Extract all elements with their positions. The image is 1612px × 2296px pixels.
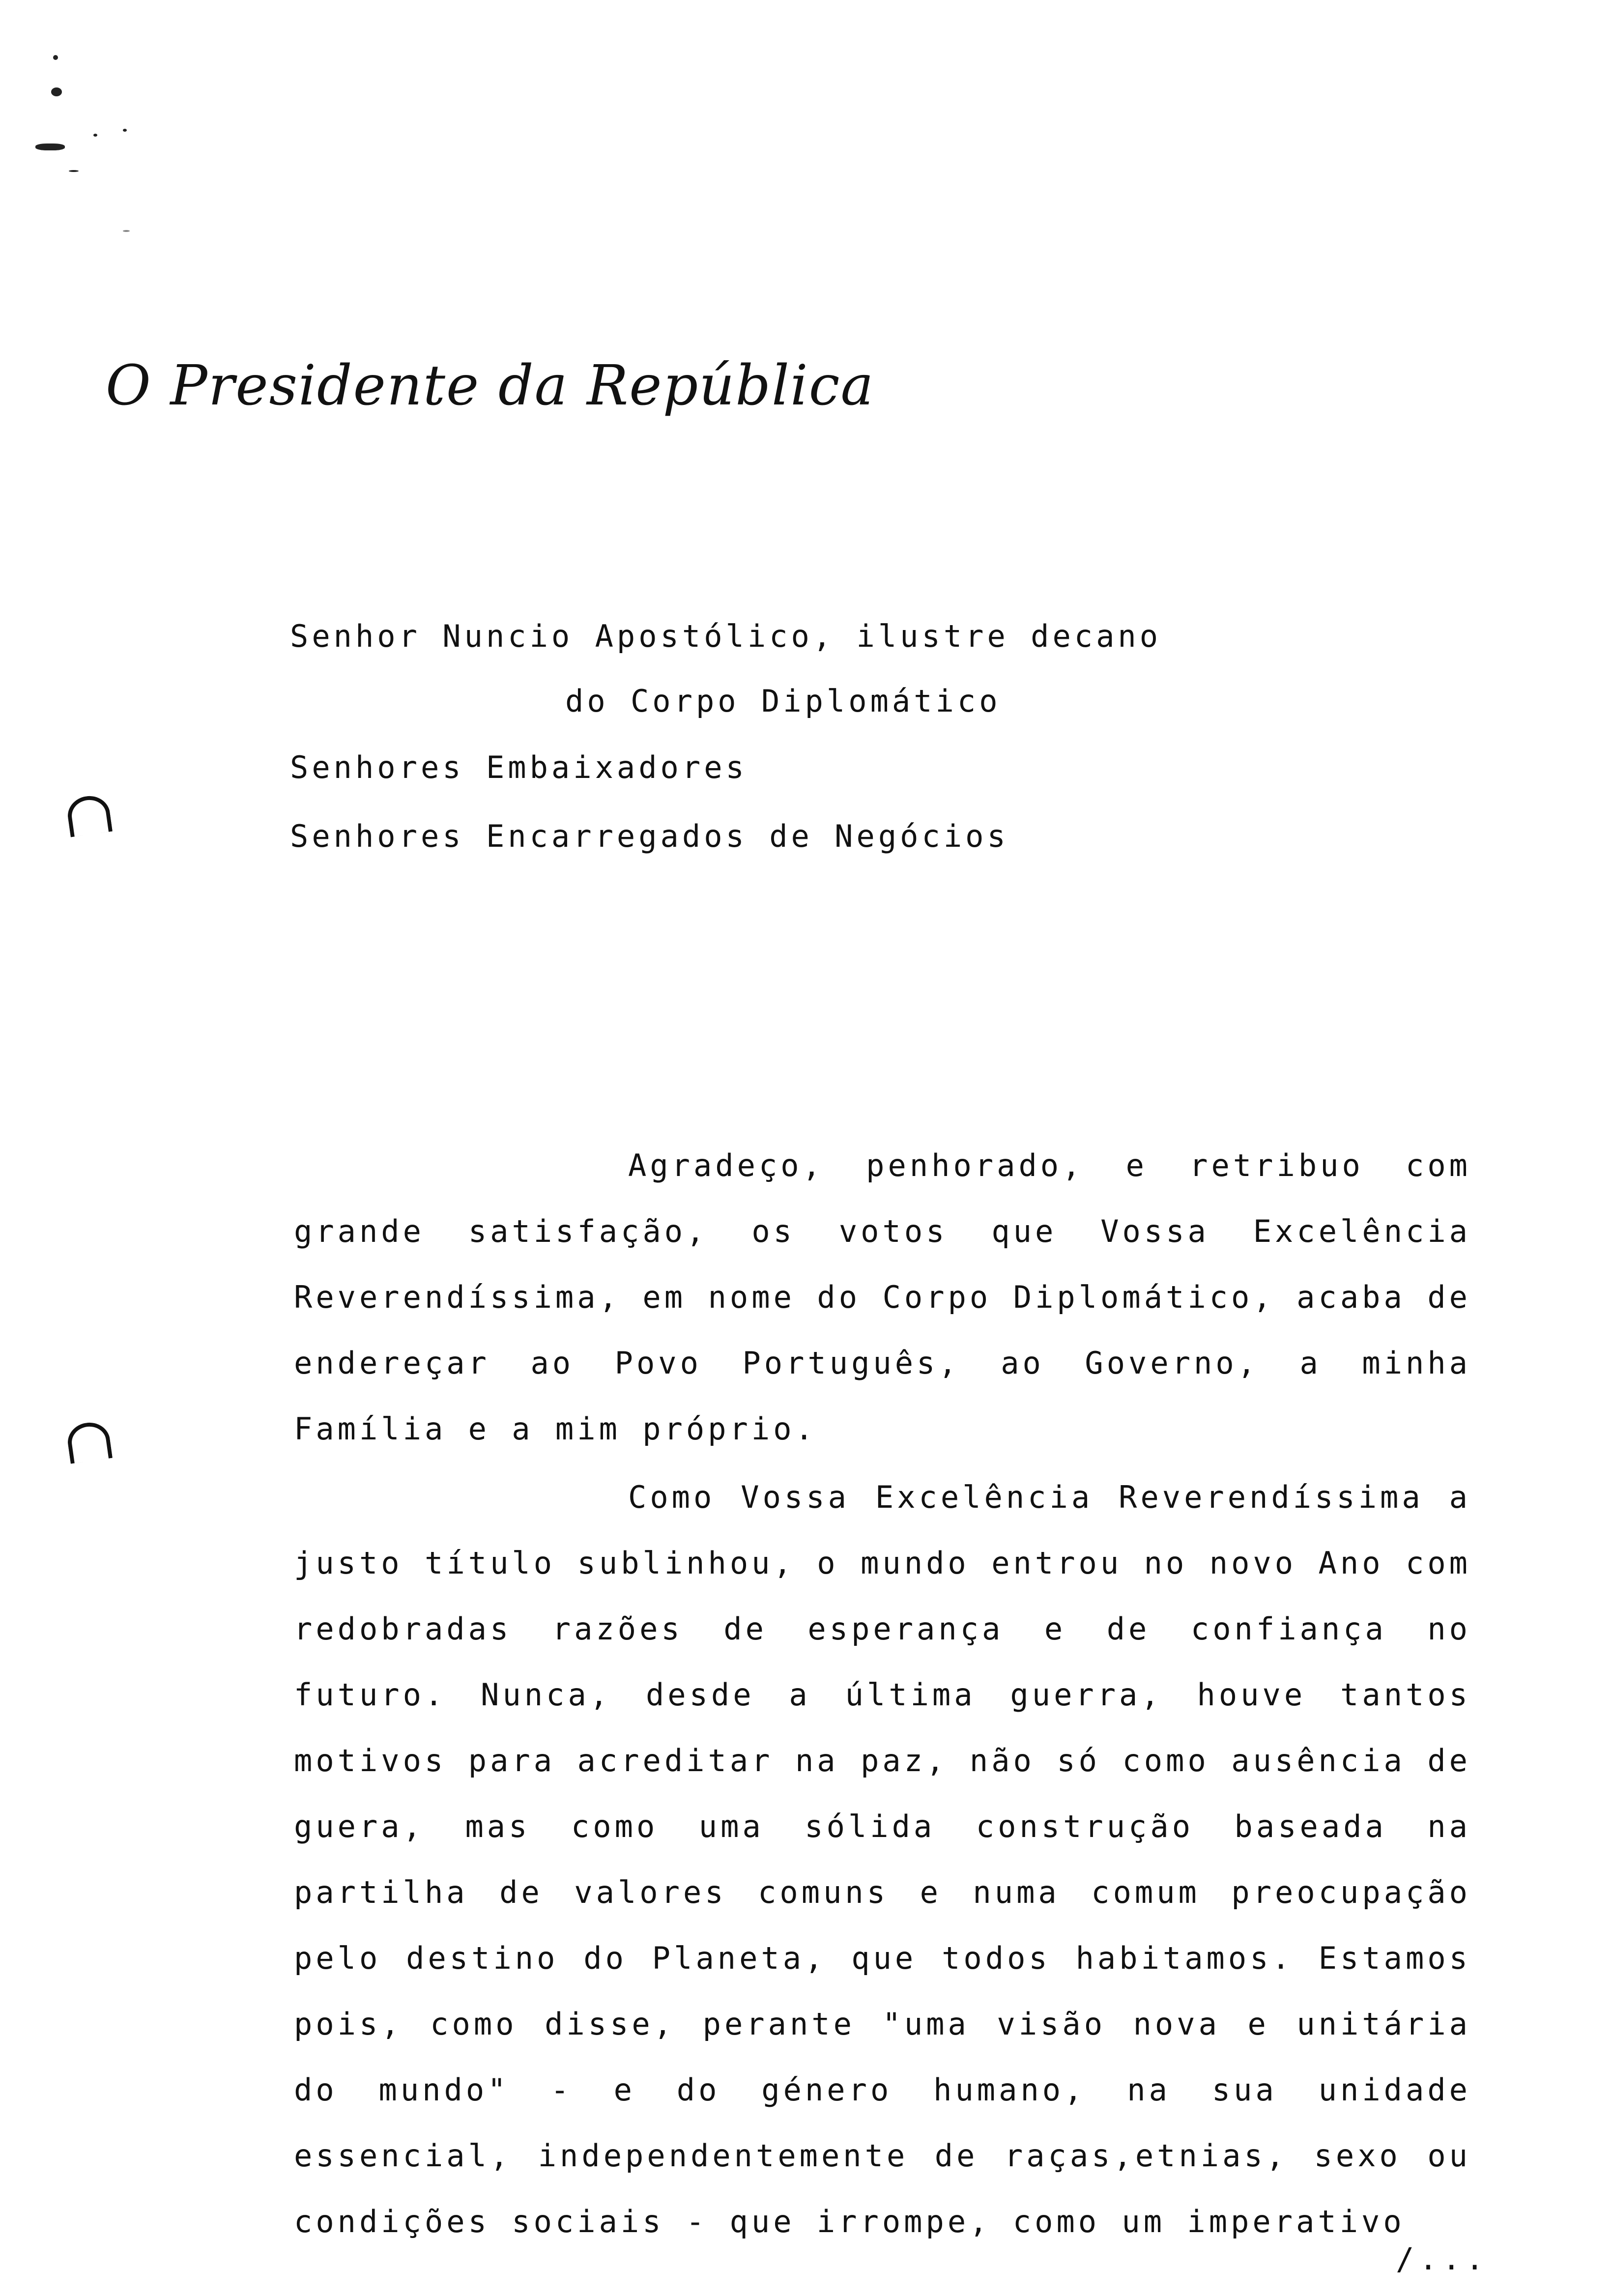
paragraph-2: Como Vossa Excelência Reverendíssima a justo título sublinhou, o mundo entrou no novo Ano com redobradas razões de esperança e de confiança no futuro. Nunca, desde a última guerra, houve tantos motivos para acreditar na paz, não só como ausência de guera, mas como uma sólida construção baseada na partilha de valores comuns e numa comum preocupação pelo destino do Planeta, que todos habitamos. Estamos pois, como disse, perante "uma visão nova e unitária do mundo" - e do género humano, na sua unidade essencial, independentemente de raças,etnias, sexo ou condições sociais - que irrompe, como um imperativo bbox=[294, 1479, 1471, 2239]
scan-speck bbox=[123, 230, 130, 232]
salutation-line-1: Senhor Nuncio Apostólico, ilustre decano bbox=[290, 618, 1162, 654]
letterhead: O Presidente da República bbox=[106, 354, 875, 418]
scan-speck bbox=[51, 87, 62, 96]
punch-hole-mark bbox=[65, 1420, 113, 1464]
salutation-line-3: Senhores Embaixadores bbox=[290, 749, 748, 785]
salutation-line-2: do Corpo Diplomático bbox=[565, 683, 1001, 719]
salutation-line-4: Senhores Encarregados de Negócios bbox=[290, 818, 1009, 854]
scan-speck bbox=[69, 170, 79, 172]
punch-hole-mark bbox=[65, 793, 113, 837]
paragraph-1: Agradeço, penhorado, e retribuo com grande satisfação, os votos que Vossa Excelência Reverendíssima, em nome do Corpo Diplomático, acaba de endereçar ao Povo Português, ao Governo, a minha Família e a mim próprio. bbox=[294, 1148, 1471, 1447]
scan-speck bbox=[93, 134, 97, 137]
continuation-mark: /... bbox=[1396, 2241, 1489, 2277]
scan-speck bbox=[53, 55, 58, 60]
scan-speck bbox=[35, 144, 65, 150]
scan-speck bbox=[123, 129, 127, 132]
